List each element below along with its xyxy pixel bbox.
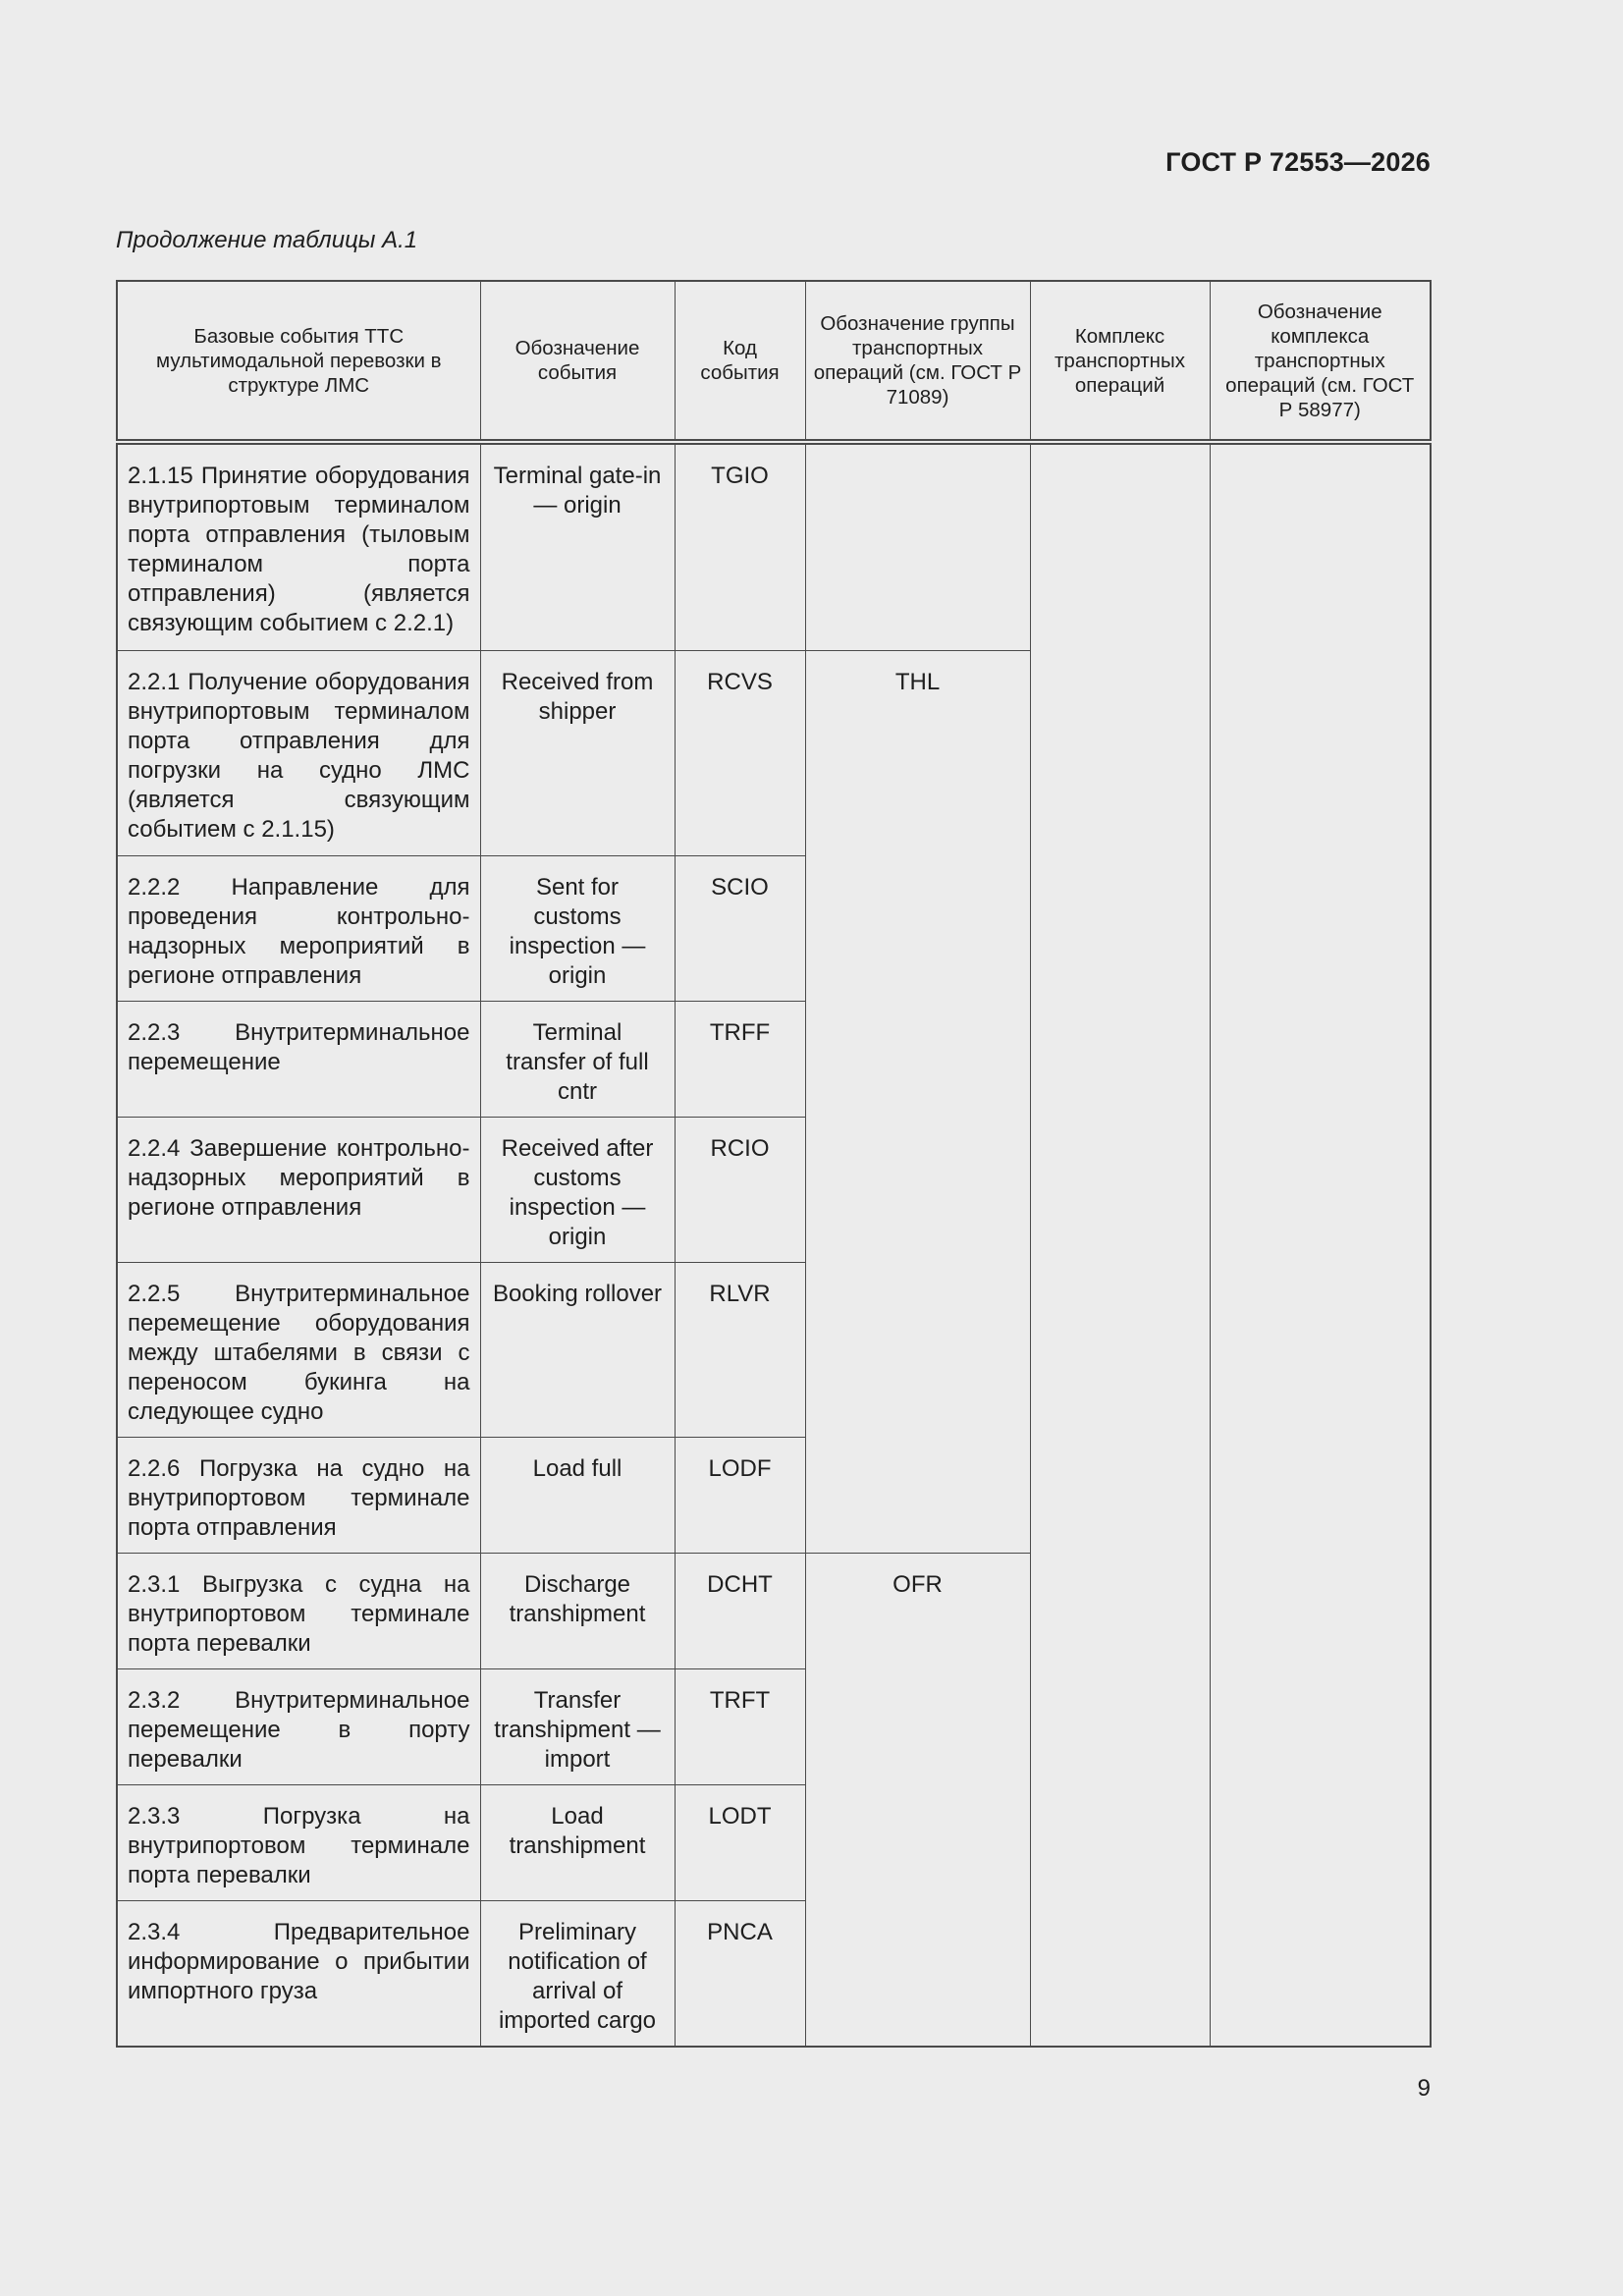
complex-code-cell <box>1210 442 1431 2047</box>
event-cell: 2.1.15 Принятие оборудования внутрипортовым терминалом порта отправления (тыловым терминалом порта отправления) (является связующим событием с 2.2.1) <box>117 442 480 651</box>
page-number: 9 <box>1417 2075 1431 2102</box>
event-code-cell: RCIO <box>675 1118 805 1263</box>
event-code-cell: RCVS <box>675 651 805 856</box>
event-name-cell: Preliminary notification of arrival of imported cargo <box>480 1901 675 2048</box>
event-cell: 2.2.6 Погрузка на судно на внутрипортовом терминале порта отправления <box>117 1438 480 1554</box>
event-cell: 2.3.3 Погрузка на внутрипортовом терминале порта перевалки <box>117 1785 480 1901</box>
event-cell: 2.2.2 Направление для проведения контрольно-надзорных мероприятий в регионе отправления <box>117 856 480 1002</box>
table-row <box>117 442 1431 651</box>
group-cell: OFR <box>805 1554 1030 2048</box>
event-code-cell: LODT <box>675 1785 805 1901</box>
event-name-cell: Booking rollover <box>480 1263 675 1438</box>
events-table <box>116 280 1432 2048</box>
event-code-cell: SCIO <box>675 856 805 1002</box>
event-cell: 2.3.4 Предварительное информирование о прибытии импортного груза <box>117 1901 480 2048</box>
column-header: Базовые события ТТС мультимодальной перевозки в структуре ЛМС <box>117 281 480 442</box>
event-name-cell: Transfer transhipment — import <box>480 1669 675 1785</box>
event-cell: 2.2.5 Внутритерминальное перемещение оборудования между штабелями в связи с переносом букинга на следующее судно <box>117 1263 480 1438</box>
event-cell: 2.2.3 Внутритерминальное перемещение <box>117 1002 480 1118</box>
event-name-cell: Terminal transfer of full cntr <box>480 1002 675 1118</box>
event-cell: 2.2.1 Получение оборудования внутрипортовым терминалом порта отправления для погрузки на судно ЛМС (является связующим событием с 2.1.15) <box>117 651 480 856</box>
column-header: Обозначение группы транспортных операций (см. ГОСТ Р 71089) <box>805 281 1030 442</box>
document-id: ГОСТ Р 72553—2026 <box>1165 147 1431 177</box>
event-cell: 2.3.2 Внутритерминальное перемещение в порту перевалки <box>117 1669 480 1785</box>
event-name-cell: Load full <box>480 1438 675 1554</box>
group-cell: THL <box>805 651 1030 1554</box>
event-code-cell: TRFF <box>675 1002 805 1118</box>
event-code-cell: TRFT <box>675 1669 805 1785</box>
event-name-cell: Received from shipper <box>480 651 675 856</box>
complex-cell <box>1030 442 1210 2047</box>
event-code-cell: PNCA <box>675 1901 805 2048</box>
event-name-cell: Terminal gate-in — origin <box>480 442 675 651</box>
event-code-cell: RLVR <box>675 1263 805 1438</box>
column-header: Код события <box>675 281 805 442</box>
column-header: Обозначение события <box>480 281 675 442</box>
event-cell: 2.2.4 Завершение контрольно-надзорных мероприятий в регионе отправления <box>117 1118 480 1263</box>
event-cell: 2.3.1 Выгрузка с судна на внутрипортовом терминале порта перевалки <box>117 1554 480 1669</box>
event-code-cell: DCHT <box>675 1554 805 1669</box>
event-name-cell: Sent for customs inspection — origin <box>480 856 675 1002</box>
column-header: Комплекс транспортных операций <box>1030 281 1210 442</box>
table-caption: Продолжение таблицы А.1 <box>116 227 418 253</box>
event-code-cell: TGIO <box>675 442 805 651</box>
event-name-cell: Load transhipment <box>480 1785 675 1901</box>
group-cell-empty <box>805 442 1030 651</box>
event-code-cell: LODF <box>675 1438 805 1554</box>
column-header: Обозначение комплекса транспортных операций (см. ГОСТ Р 58977) <box>1210 281 1431 442</box>
event-name-cell: Discharge transhipment <box>480 1554 675 1669</box>
event-name-cell: Received after customs inspection — origin <box>480 1118 675 1263</box>
table-header-row <box>117 281 1431 442</box>
